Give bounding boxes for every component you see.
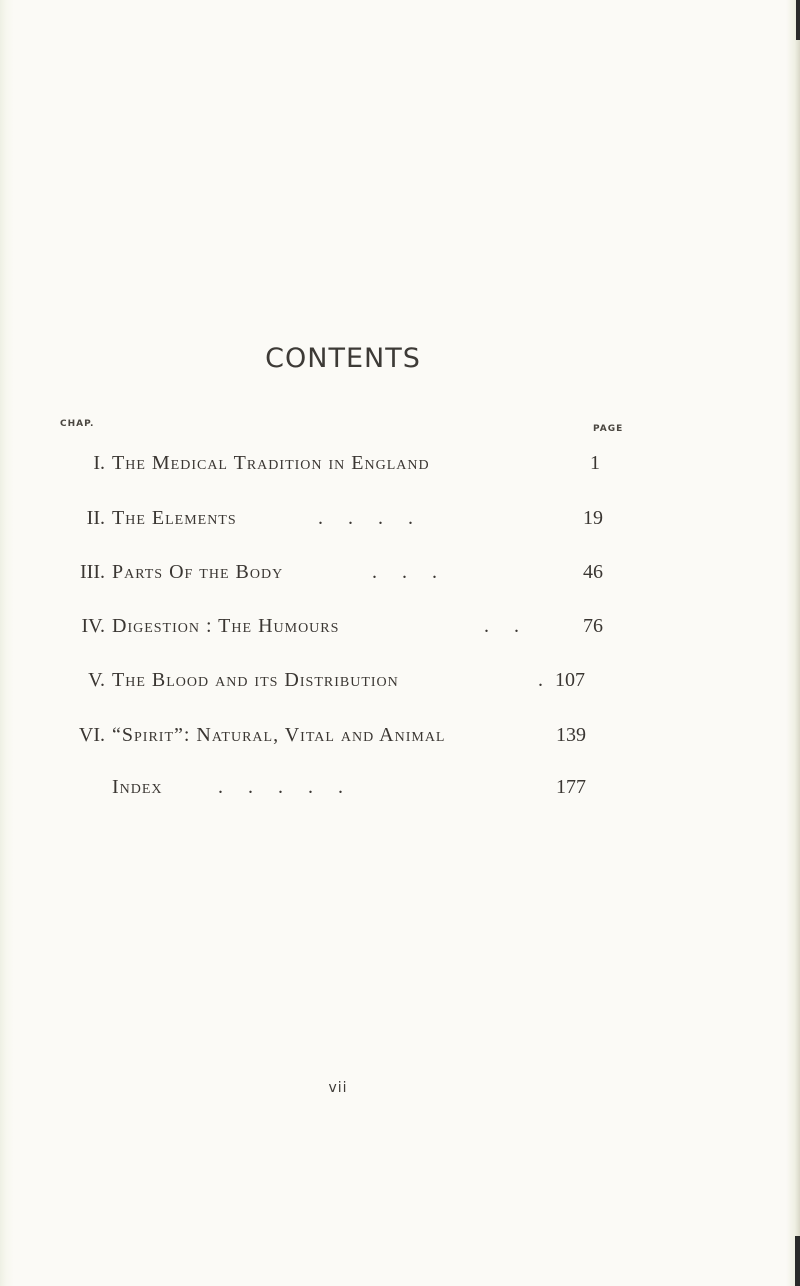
toc-entry-1	[0, 448, 800, 478]
page-title: CONTENTS	[265, 343, 421, 374]
toc-entry-2	[0, 503, 800, 533]
toc-entry-index	[0, 772, 800, 802]
chapter-title: The Medical Tradition in England	[112, 452, 430, 474]
page-number: 139	[556, 724, 586, 746]
index-title: Index	[112, 776, 163, 798]
page-column-heading: PAGE	[593, 424, 624, 434]
toc-entry-4	[0, 611, 800, 641]
toc-entry-6	[0, 720, 800, 750]
leader-dots: .	[538, 669, 543, 691]
chapter-title: “Spirit”: Natural, Vital and Animal	[112, 724, 446, 746]
page-number: 107	[555, 669, 585, 691]
page-number: 177	[556, 776, 586, 798]
toc-entry-3	[0, 557, 800, 587]
chapter-number: IV.	[81, 615, 105, 637]
leader-dots: . .	[484, 615, 519, 637]
chapter-number: V.	[88, 669, 105, 691]
toc-entry-5	[0, 665, 800, 695]
chapter-title: Digestion : The Humours	[112, 615, 340, 637]
page-number: 1	[590, 452, 600, 474]
chapter-title: Parts Of the Body	[112, 561, 284, 583]
leader-dots: . . . . .	[218, 776, 343, 798]
chapter-title: The Blood and its Distribution	[112, 669, 399, 691]
chapter-number: I.	[93, 452, 105, 474]
chapter-number: III.	[80, 561, 105, 583]
chapter-number: VI.	[78, 724, 105, 746]
chapter-title: The Elements	[112, 507, 237, 529]
page-number: 76	[583, 615, 603, 637]
leader-dots: . . . .	[318, 507, 413, 529]
page-number: 46	[583, 561, 603, 583]
page-number: 19	[583, 507, 603, 529]
folio-number: vii	[328, 1080, 348, 1096]
chapter-number: II.	[86, 507, 105, 529]
chapter-column-heading: CHAP.	[60, 419, 95, 429]
leader-dots: . . .	[372, 561, 437, 583]
